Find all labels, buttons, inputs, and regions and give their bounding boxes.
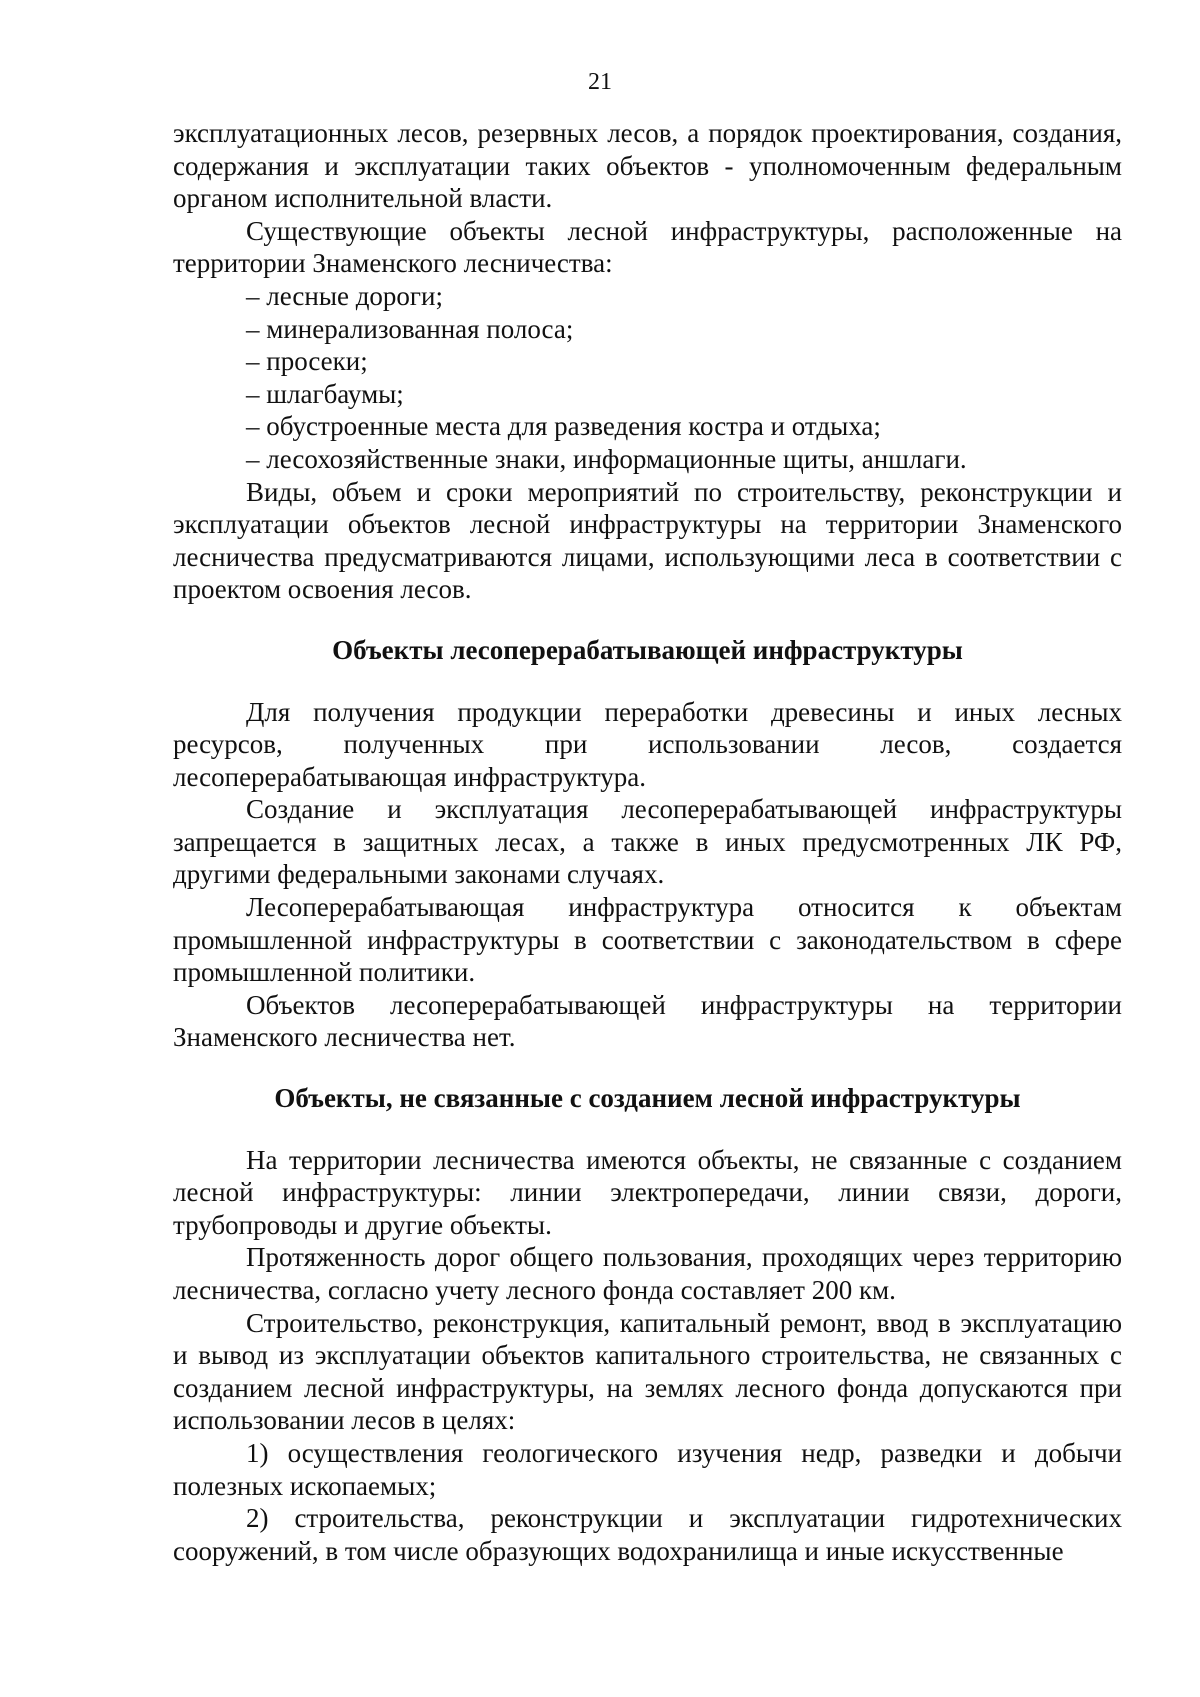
section2-paragraph: 2) строительства, реконструкции и эксплуатации гидротехнических сооружений, в том числе образующих водохранилища и иные искусственные (173, 1503, 1122, 1566)
list-item: – шлагбаумы; (246, 378, 404, 409)
section1-paragraph: Лесоперерабатывающая инфраструктура относится к объектам промышленной инфраструктуры в соответствии с законодательством в сфере промышленной политики. (173, 892, 1122, 988)
list-item: – лесохозяйственные знаки, информационные щиты, аншлаги. (246, 443, 967, 474)
section1-paragraph: Объектов лесоперерабатывающей инфраструктуры на территории Знаменского лесничества нет. (173, 989, 1122, 1053)
section2-paragraph: Протяженность дорог общего пользования, проходящих через территорию лесничества, согласно учету лесного фонда составляет 200 км. (173, 1242, 1122, 1305)
infrastructure-list (173, 280, 1122, 476)
section2-paragraph: На территории лесничества имеются объекты, не связанные с созданием лесной инфраструктуры: линии электропередачи, линии связи, дороги, трубопроводы и другие объекты. (173, 1144, 1122, 1240)
page-number: 21 (588, 69, 612, 95)
list-item: – лесные дороги; (246, 280, 443, 311)
section2-paragraph: Строительство, реконструкция, капитальный ремонт, ввод в эксплуатацию и вывод из эксплуатации объектов капитального строительства, не связанных с созданием лесной инфраструктуры, на землях лесного фонда допускаются при использовании лесов в целях: (173, 1307, 1122, 1436)
list-item: – просеки; (246, 346, 368, 377)
paragraph-measures: Виды, объем и сроки мероприятий по строительству, реконструкции и эксплуатации объектов лесной инфраструктуры на территории Знаменского лесничества предусматриваются лицами, использующими леса в соответствии с проектом освоения лесов. (173, 476, 1122, 605)
list-item: – обустроенные места для разведения костра и отдыха; (246, 411, 881, 442)
continuation-paragraph: эксплуатационных лесов, резервных лесов, а порядок проектирования, создания, содержания и эксплуатации таких объектов - уполномоченным федеральным органом исполнительной власти. (173, 118, 1122, 214)
section2-paragraph: 1) осуществления геологического изучения недр, разведки и добычи полезных ископаемых; (173, 1437, 1122, 1501)
paragraph-existing-objects: Существующие объекты лесной инфраструктуры, расположенные на территории Знаменского лесничества: (173, 215, 1122, 279)
page-content (173, 117, 1122, 1567)
section-heading-non-infrastructure: Объекты, не связанные с созданием лесной инфраструктуры (274, 1083, 1021, 1114)
section1-paragraph: Для получения продукции переработки древесины и иных лесных ресурсов, полученных при использовании лесов, создается лесоперерабатывающая инфраструктура. (173, 696, 1122, 792)
list-item: – минерализованная полоса; (246, 313, 574, 344)
section1-paragraph: Создание и эксплуатация лесоперерабатывающей инфраструктуры запрещается в защитных лесах, а также в иных предусмотренных ЛК РФ, другими федеральными законами случаях. (173, 794, 1122, 890)
section-heading-processing: Объекты лесоперерабатывающей инфраструктуры (332, 634, 963, 665)
